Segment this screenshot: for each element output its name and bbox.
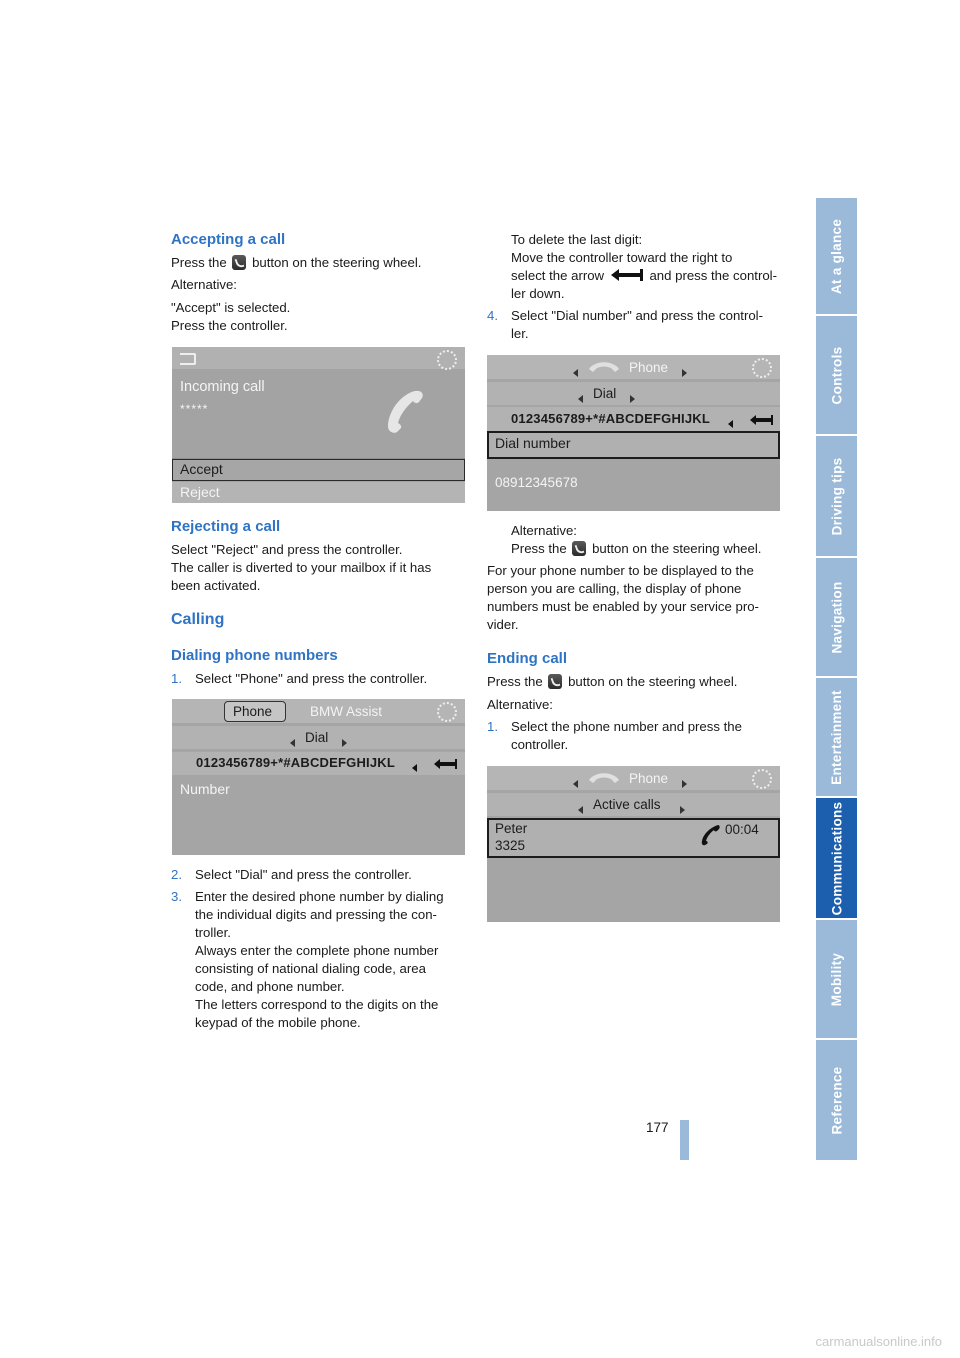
- entered-number: 08912345678: [495, 475, 578, 490]
- rejecting-text-1: Select "Reject" and press the controller.: [171, 542, 403, 557]
- page-marker: [680, 1120, 689, 1160]
- page-number: 177: [646, 1120, 669, 1135]
- delete-arrow-icon: [610, 268, 644, 278]
- rejecting-text-3: been activated.: [171, 578, 261, 593]
- side-tab-at-a-glance[interactable]: At a glance: [816, 198, 857, 314]
- rejecting-text-2: The caller is diverted to your mailbox if it has: [171, 560, 432, 575]
- caller-name: Peter: [495, 821, 528, 836]
- submenu-right-arrow-icon: [630, 390, 635, 408]
- back-icon: [180, 353, 196, 365]
- delete-text-4: ler down.: [511, 286, 565, 301]
- number-field-label: Number: [180, 781, 230, 797]
- caller-number: 3325: [495, 838, 526, 853]
- reject-option[interactable]: Reject: [180, 484, 220, 500]
- side-tab-communications[interactable]: Communications: [816, 798, 857, 918]
- digit-row[interactable]: 0123456789+*#ABCDEFGHIJKL: [511, 411, 711, 426]
- side-tab-navigation[interactable]: Navigation: [816, 558, 857, 676]
- ending-alternative: Alternative:: [487, 697, 553, 712]
- submenu-left-arrow-icon: [578, 390, 583, 408]
- menu-phone[interactable]: Phone: [629, 771, 669, 786]
- delete-text-2: Move the controller toward the right to: [511, 250, 733, 265]
- accepting-text-4: Press the controller.: [171, 318, 288, 333]
- delete-arrow-icon[interactable]: [433, 757, 459, 769]
- dial-number-label: Dial number: [495, 435, 571, 451]
- controller-icon: [752, 769, 772, 789]
- heading-ending-call: Ending call: [487, 650, 568, 667]
- menu-right-arrow-icon: [342, 734, 347, 752]
- submenu-active-calls[interactable]: Active calls: [593, 797, 661, 812]
- menu-left-arrow-icon: [573, 364, 578, 382]
- accepting-text-2: Alternative:: [171, 277, 237, 292]
- handset-icon: [384, 387, 426, 435]
- menu-left-arrow-icon: [290, 734, 295, 752]
- phone-handset-icon: [587, 770, 621, 784]
- ending-text-1: Press the button on the steering wheel.: [487, 674, 738, 689]
- alternative-press-text: Press the button on the steering wheel.: [511, 541, 762, 556]
- controller-icon: [437, 350, 457, 370]
- incoming-call-title: Incoming call: [180, 379, 265, 395]
- heading-calling: Calling: [171, 611, 225, 628]
- menu-phone[interactable]: Phone: [629, 360, 669, 375]
- side-tab-mobility[interactable]: Mobility: [816, 920, 857, 1038]
- active-call-icon: [701, 824, 721, 846]
- controller-icon: [752, 358, 772, 378]
- heading-dialing-phone-numbers: Dialing phone numbers: [171, 647, 338, 664]
- phone-handset-icon: [587, 359, 621, 373]
- digit-left-arrow-icon[interactable]: [412, 759, 417, 777]
- delete-arrow-icon[interactable]: [749, 413, 775, 425]
- heading-accepting-call: Accepting a call: [171, 231, 286, 248]
- phone-button-icon: [232, 255, 246, 270]
- display-number-paragraph: For your phone number to be displayed to the person you are calling, the display of phone numbers must be enabled by your service pro- vider.: [487, 563, 759, 632]
- side-tab-controls[interactable]: Controls: [816, 316, 857, 434]
- accepting-text-3: "Accept" is selected.: [171, 300, 291, 315]
- menu-left-arrow-icon: [573, 775, 578, 793]
- screen-incoming-call: [172, 347, 465, 503]
- side-tab-entertainment[interactable]: Entertainment: [816, 678, 857, 796]
- tab-bmw-assist[interactable]: BMW Assist: [310, 704, 383, 719]
- screen-dial-number: [487, 355, 780, 511]
- menu-dial[interactable]: Dial: [305, 730, 329, 745]
- side-tab-driving-tips[interactable]: Driving tips: [816, 436, 857, 556]
- submenu-dial[interactable]: Dial: [593, 386, 617, 401]
- watermark: carmanualsonline.info: [815, 1334, 942, 1349]
- accept-label: Accept: [180, 461, 223, 477]
- caller-id: *****: [180, 402, 209, 416]
- phone-button-icon: [572, 541, 586, 556]
- controller-icon: [437, 702, 457, 722]
- heading-rejecting-call: Rejecting a call: [171, 518, 281, 535]
- accepting-text-1: Press the button on the steering wheel.: [171, 255, 422, 270]
- menu-right-arrow-icon: [682, 775, 687, 793]
- screen-dial: [172, 699, 465, 855]
- phone-button-icon: [548, 674, 562, 689]
- submenu-left-arrow-icon: [578, 801, 583, 819]
- side-tab-reference[interactable]: Reference: [816, 1040, 857, 1160]
- digit-row[interactable]: 0123456789+*#ABCDEFGHIJKL: [196, 755, 396, 770]
- screen-active-calls: [487, 766, 780, 922]
- figure-code: [453, 452, 461, 500]
- submenu-right-arrow-icon: [680, 801, 685, 819]
- tab-phone-label: Phone: [233, 704, 273, 719]
- delete-text-1: To delete the last digit:: [511, 232, 643, 247]
- alternative-text: Alternative:: [511, 523, 577, 538]
- call-duration: 00:04: [725, 822, 759, 837]
- menu-right-arrow-icon: [682, 364, 687, 382]
- delete-text-3: select the arrow and press the control-: [511, 268, 777, 283]
